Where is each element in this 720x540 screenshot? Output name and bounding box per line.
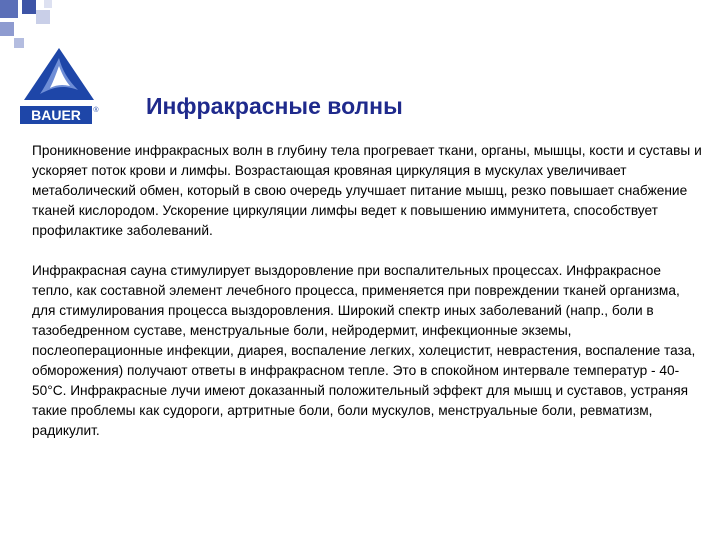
slide-body [32,141,702,461]
corner-square [0,0,18,18]
logo-registered-mark: ® [93,107,99,114]
corner-square [0,22,14,36]
paragraph: Проникновение инфракрасных волн в глубину тела прогревает ткани, органы, мышцы, кости и суставы и ускоряет поток крови и лимфы. Возрастающая кровяная циркуляция в мускулах увеличивает метаболический обмен, который в свою очередь улучшает питание мышц, резко повышает снабжение тканей кислородом. Ускорение циркуляции лимфы ведет к повышению иммунитета, способствует профилактике заболеваний. [32,143,702,238]
corner-square [22,0,36,14]
paragraph: Инфракрасная сауна стимулирует выздоровление при воспалительных процессах. Инфракрасное тепло, как составной элемент лечебного процесса, применяется при повреждении тканей организма, для стимулирования процесса выздоровления. Широкий спектр иных заболеваний (напр., боли в тазобедренном суставе, менструальные боли, нейродермит, инфекционные экземы, послеоперационные инфекции, диарея, воспаление легких, холецистит, неврастения, воспаление таза, обморожения) получают ответы в инфракрасном тепле. Это в спокойном интервале температур - 40-50°С. Инфракрасные лучи имеют доказанный положительный эффект для мышц и суставов, устраняя такие проблемы как судороги, артритные боли, боли мускулов, менструальные боли, ревматизм, радикулит. [32,263,696,438]
slide-title: Инфракрасные волны [146,93,403,119]
triangle-sail-logo-icon [18,44,100,128]
logo-text: BAUER [31,107,81,123]
corner-square [36,10,50,24]
bauer-logo [18,44,100,128]
corner-square [44,0,52,8]
